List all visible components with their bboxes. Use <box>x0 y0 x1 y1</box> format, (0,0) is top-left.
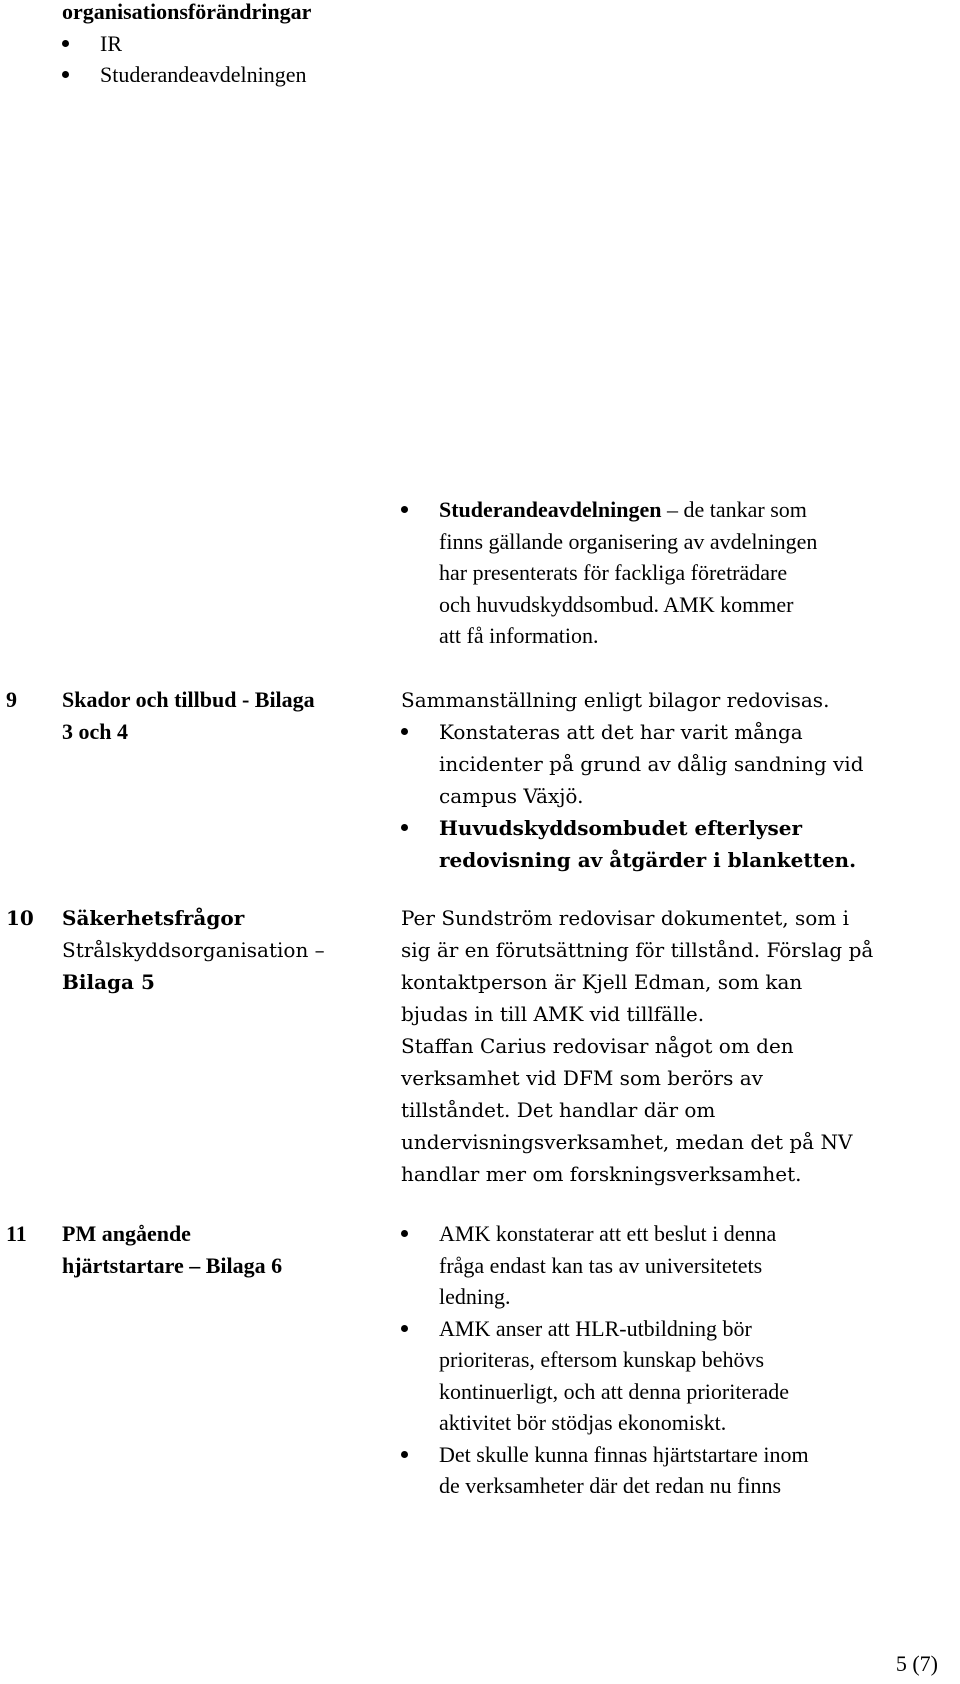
list-item: Det skulle kunna finnas hjärtstartare inom de verksamheter där det redan nu finns <box>401 1439 946 1502</box>
item10-body: Per Sundström redovisar dokumentet, som i sig är en förutsättning för tillstånd. Förslag på kontaktperson är Kjell Edman, som kan bjudas in till AMK vid tillfälle. Staffan Carius redovisar något om den verksamhet vid DFM som berörs av tillståndet. Det handlar där om undervisningsverksamhet, medan det på NV handlar mer om forskningsverksamhet. <box>401 906 874 1186</box>
top-section <box>62 0 462 91</box>
item11-body <box>401 1218 946 1502</box>
top-bullet-list <box>62 28 462 91</box>
list-item: Studerandeavdelningen <box>62 59 462 91</box>
list-item: AMK konstaterar att ett beslut i denna fråga endast kan tas av universitetets ledning. <box>401 1218 946 1313</box>
item10-title: 10 Säkerhetsfrågor Strålskyddsorganisation – Bilaga 5 <box>6 906 325 994</box>
bullet-icon <box>62 40 69 47</box>
bullet-icon <box>401 728 408 735</box>
bullet-icon <box>62 71 69 78</box>
list-item: Konstateras att det har varit många incidenter på grund av dålig sandning vid campus Växjö. <box>401 716 941 812</box>
list-item: AMK anser att HLR-utbildning bör prioriteras, eftersom kunskap behövs kontinuerligt, och att denna prioriterade aktivitet bör stödjas ekonomiskt. <box>401 1313 946 1439</box>
bullet-icon <box>401 506 408 513</box>
bullet-icon <box>401 1451 408 1458</box>
item9-body: Sammanställning enligt bilagor redovisas. Konstateras att det har varit många incidenter på grund av dålig sandning vid campus Växjö. Huvudskyddsombudet efterlyser redovisning av åtgärder i blanketten. <box>401 684 941 876</box>
item9-title: 9 Skador och tillbud - Bilaga 3 och 4 <box>6 687 315 744</box>
bullet-icon <box>401 824 408 831</box>
page-number: 5 (7) <box>895 1651 938 1676</box>
bullet-icon <box>401 1230 408 1237</box>
list-item: Studerandeavdelningen – de tankar som finns gällande organisering av avdelningen har presenterats för fackliga företrädare och huvudskyddsombud. AMK kommer att få information. <box>401 494 941 652</box>
org-heading: organisationsförändringar <box>62 0 312 24</box>
studerande-section <box>401 494 941 652</box>
item11-title: 11 PM angående hjärtstartare – Bilaga 6 <box>6 1221 283 1278</box>
list-item: Huvudskyddsombudet efterlyser redovisning av åtgärder i blanketten. <box>401 812 941 876</box>
bullet-icon <box>401 1325 408 1332</box>
list-item: IR <box>62 28 462 60</box>
